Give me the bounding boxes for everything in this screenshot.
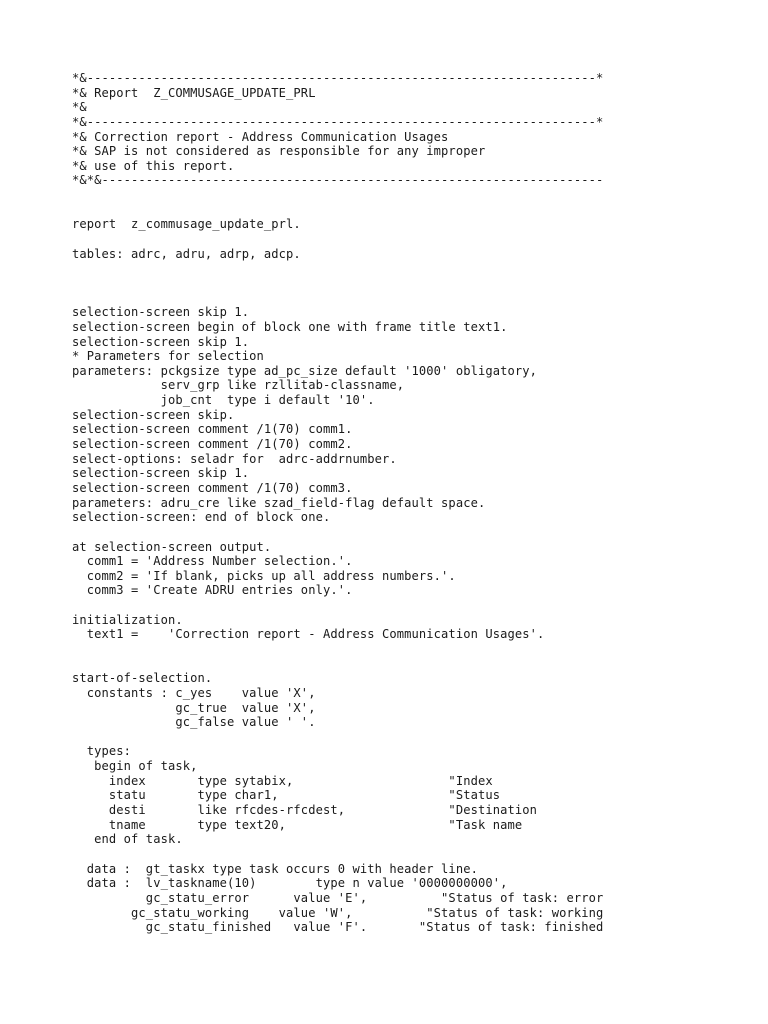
code-line: *& Report Z_COMMUSAGE_UPDATE_PRL xyxy=(72,85,316,100)
code-line xyxy=(72,261,603,276)
code-line: report z_commusage_update_prl. xyxy=(72,217,301,232)
code-line: statu type char1, "Status xyxy=(72,788,501,803)
code-line: *&*&-------------------------------------------------------------------- xyxy=(72,173,604,188)
code-line: parameters: pckgsize type ad_pc_size default '1000' obligatory, xyxy=(72,363,538,378)
code-line xyxy=(72,203,603,218)
code-line xyxy=(72,188,603,203)
code-line: job_cnt type i default '10'. xyxy=(72,393,375,408)
code-line xyxy=(72,598,603,613)
code-line: tables: adrc, adru, adrp, adcp. xyxy=(72,246,301,261)
code-line: begin of task, xyxy=(72,759,198,774)
code-line: selection-screen: end of block one. xyxy=(72,510,331,525)
code-line: gc_statu_error value 'E', "Status of task: error xyxy=(72,890,604,905)
code-line: comm2 = 'If blank, picks up all address numbers.'. xyxy=(72,568,456,583)
code-line: selection-screen skip. xyxy=(72,407,235,422)
code-line: selection-screen skip 1. xyxy=(72,334,250,349)
code-line: data : gt_taskx type task occurs 0 with header line. xyxy=(72,861,478,876)
code-line: selection-screen begin of block one with frame title text1. xyxy=(72,319,508,334)
code-line: comm3 = 'Create ADRU entries only.'. xyxy=(72,583,353,598)
code-line: gc_statu_finished value 'F'. "Status of task: finished xyxy=(72,920,604,935)
code-line: * Parameters for selection xyxy=(72,349,264,364)
code-line: end of task. xyxy=(72,832,183,847)
code-line: selection-screen skip 1. xyxy=(72,305,250,320)
code-line: select-options: seladr for adrc-addrnumber. xyxy=(72,451,397,466)
code-line: serv_grp like rzllitab-classname, xyxy=(72,378,405,393)
code-line: *& SAP is not considered as responsible for any improper xyxy=(72,144,486,159)
code-line: gc_statu_working value 'W', "Status of task: working xyxy=(72,905,604,920)
code-line: start-of-selection. xyxy=(72,671,213,686)
code-line xyxy=(72,525,603,540)
code-line xyxy=(72,276,603,291)
abap-source-code xyxy=(72,71,603,935)
code-line: desti like rfcdes-rfcdest, "Destination xyxy=(72,803,538,818)
code-line: *& use of this report. xyxy=(72,158,235,173)
code-line: selection-screen comment /1(70) comm2. xyxy=(72,437,353,452)
code-line xyxy=(72,847,603,862)
code-line: selection-screen comment /1(70) comm1. xyxy=(72,422,353,437)
code-line: parameters: adru_cre like szad_field-flag default space. xyxy=(72,495,486,510)
code-line: text1 = 'Correction report - Address Communication Usages'. xyxy=(72,627,545,642)
code-line xyxy=(72,642,603,657)
code-line: index type sytabix, "Index xyxy=(72,773,493,788)
code-line: *&---------------------------------------------------------------------* xyxy=(72,114,604,129)
code-line: constants : c_yes value 'X', xyxy=(72,685,316,700)
code-line: data : lv_taskname(10) type n value '0000000000', xyxy=(72,876,508,891)
code-line: types: xyxy=(72,744,132,759)
code-line xyxy=(72,232,603,247)
code-line: *& xyxy=(72,100,87,115)
code-line: at selection-screen output. xyxy=(72,539,272,554)
code-line: selection-screen skip 1. xyxy=(72,466,250,481)
code-line: selection-screen comment /1(70) comm3. xyxy=(72,480,353,495)
code-line: initialization. xyxy=(72,612,183,627)
code-line: gc_false value ' '. xyxy=(72,715,316,730)
code-line: tname type text20, "Task name xyxy=(72,817,523,832)
code-line xyxy=(72,291,603,306)
code-line: *& Correction report - Address Communication Usages xyxy=(72,129,449,144)
code-line xyxy=(72,730,603,745)
code-line: gc_true value 'X', xyxy=(72,700,316,715)
code-line: comm1 = 'Address Number selection.'. xyxy=(72,554,353,569)
code-line: *&---------------------------------------------------------------------* xyxy=(72,71,604,85)
code-line xyxy=(72,657,603,672)
